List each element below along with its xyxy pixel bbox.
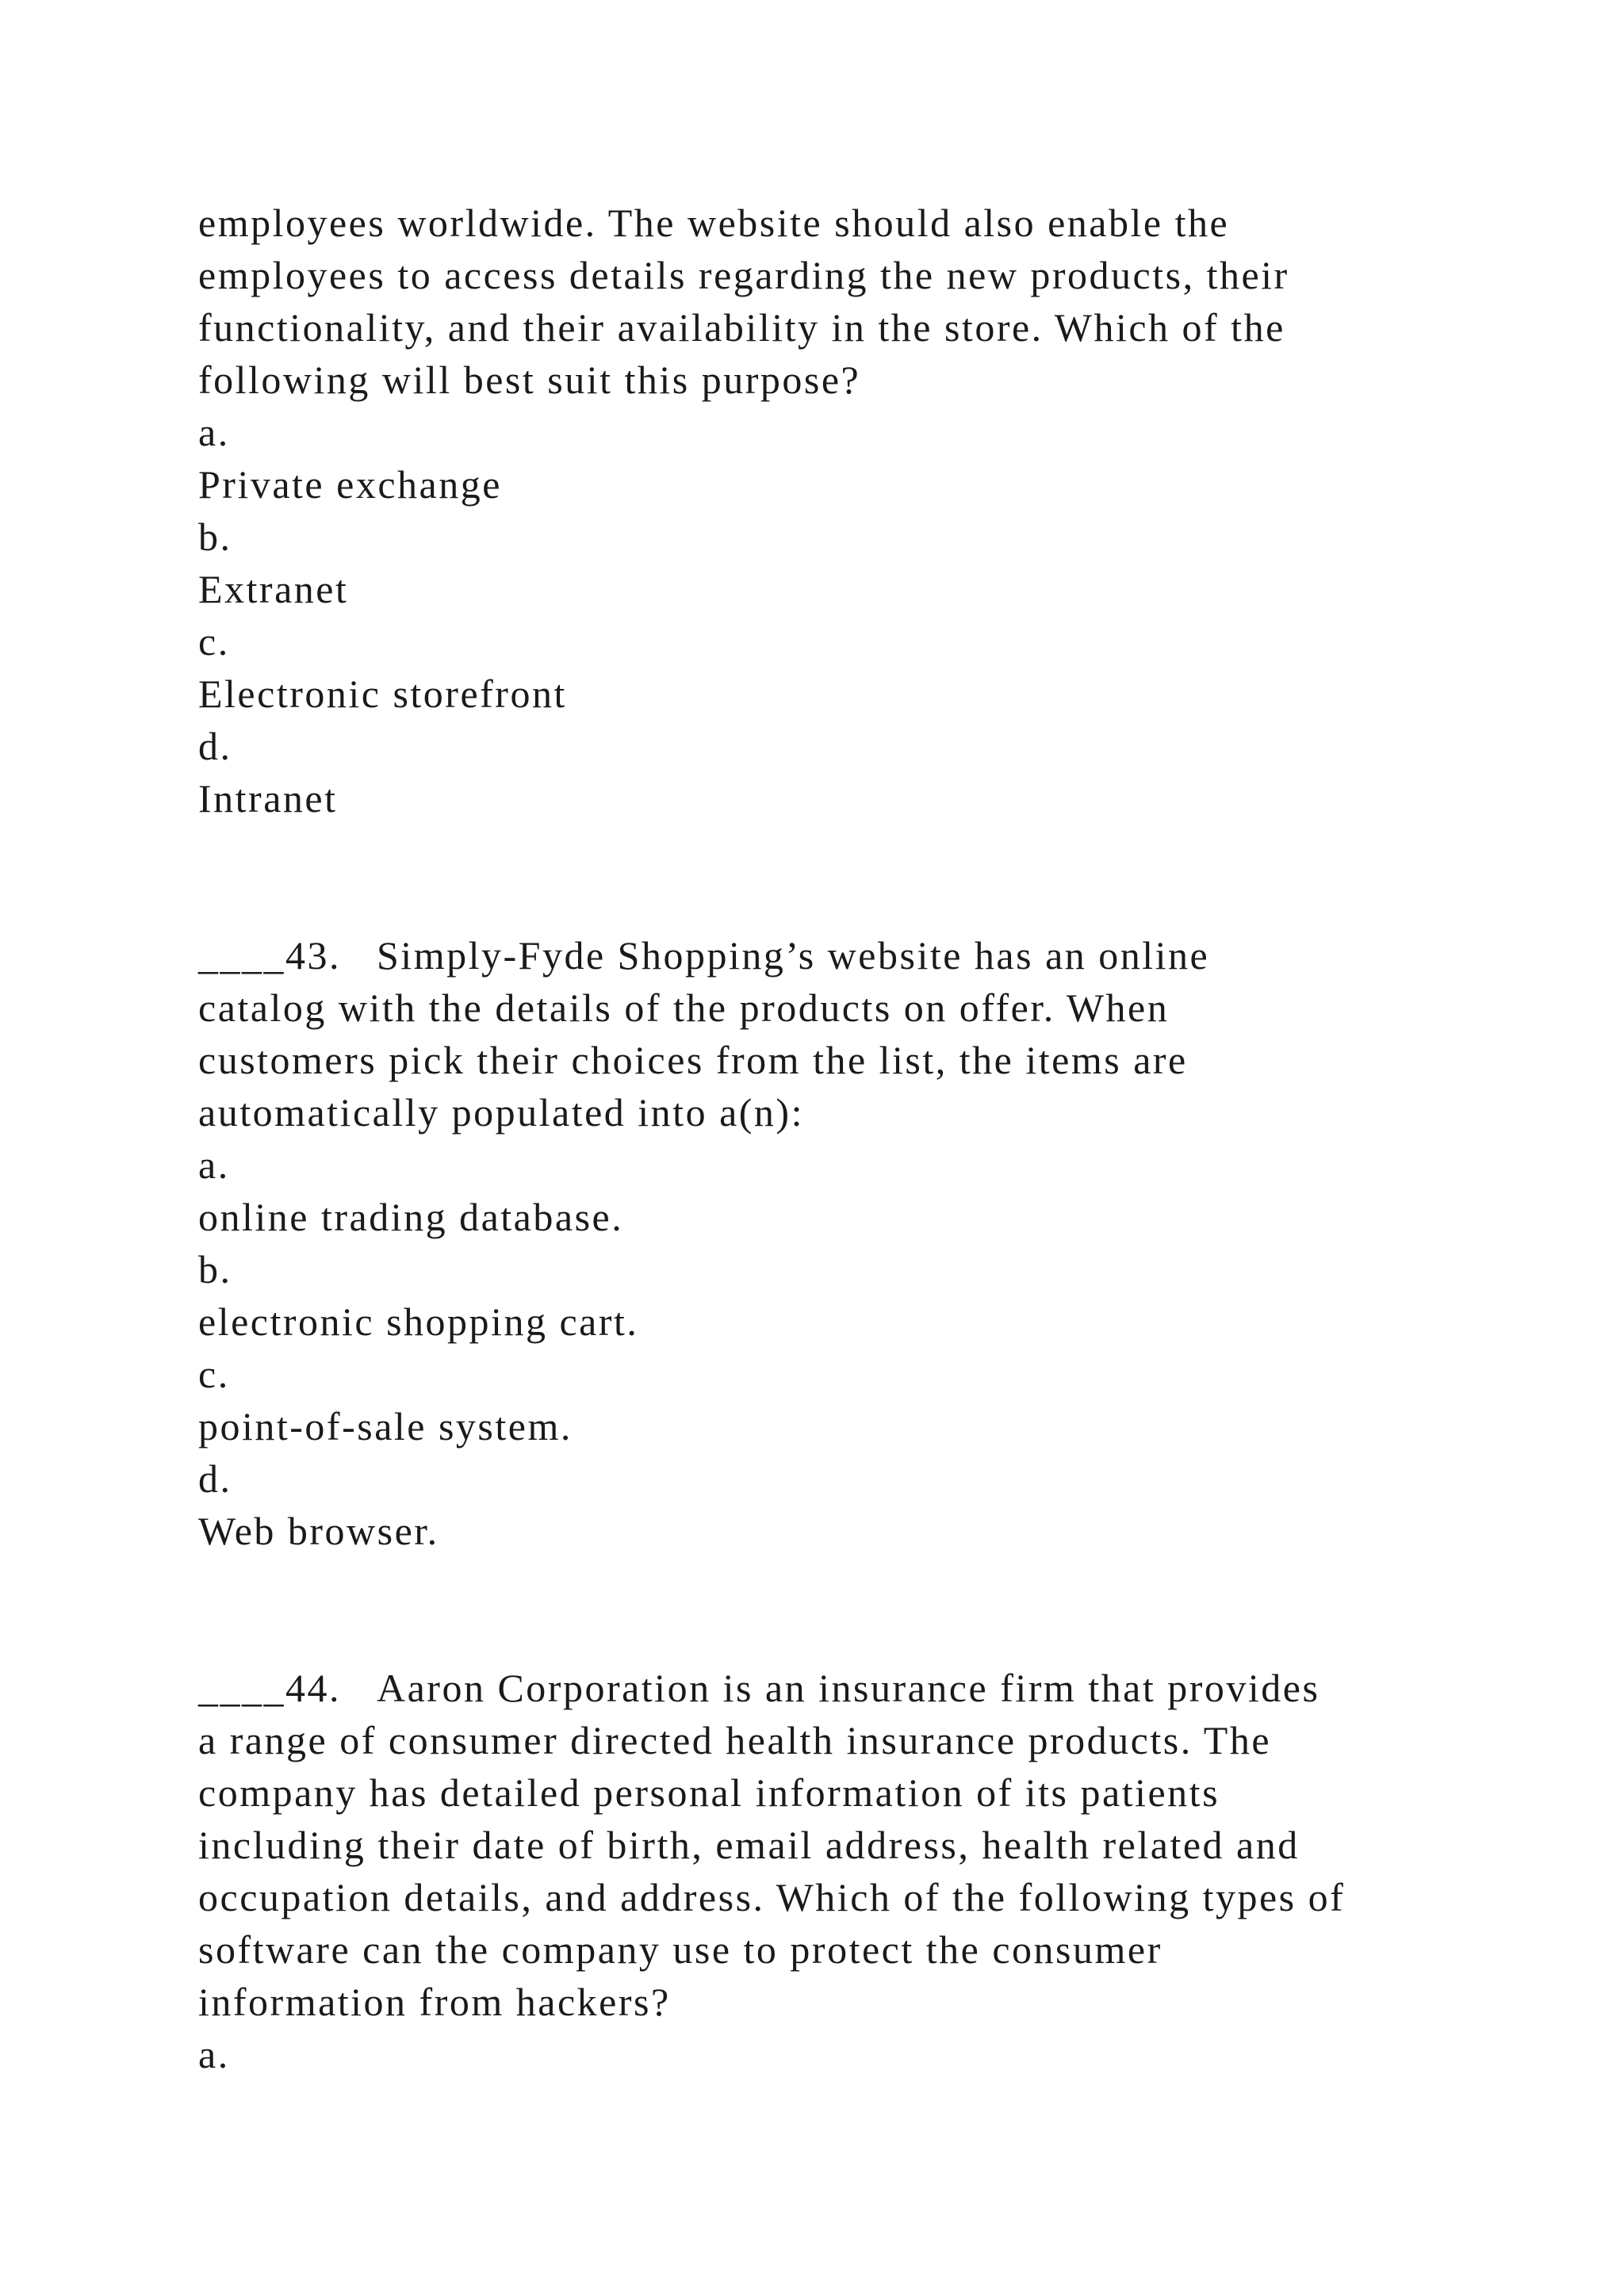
option-text-b: electronic shopping cart. [198,1299,639,1344]
option-text-d: Web browser. [198,1509,439,1553]
option-text-c: point-of-sale system. [198,1404,573,1448]
option-text-c: Electronic storefront [198,672,567,716]
question-stem-line: employees worldwide. The website should also enable the [198,201,1230,245]
question-first-line [198,1662,1467,1714]
question-first-line [198,929,1467,982]
option-letter-c: c. [198,1352,230,1396]
option-text-a: online trading database. [198,1195,624,1239]
question-stem-line: a range of consumer directed health insurance products. The [198,1718,1272,1762]
option-letter-a: a. [198,410,230,454]
option-letter-d: d. [198,1456,232,1501]
option-letter-c: c. [198,619,230,664]
question-number: ____43. [198,933,341,978]
option-text-a: Private exchange [198,462,502,507]
question-stem-line: catalog with the details of the products on offer. When [198,985,1170,1030]
option-letter-a: a. [198,2032,230,2076]
option-text-b: Extranet [198,567,349,611]
question-gap [198,1557,1467,1662]
question-stem-line: customers pick their choices from the list, the items are [198,1038,1188,1082]
option-text-d: Intranet [198,776,338,821]
option-letter-d: d. [198,724,232,768]
option-letter-a: a. [198,1142,230,1187]
question-stem-line: functionality, and their availability in the store. Which of the [198,305,1285,350]
option-letter-b: b. [198,1247,232,1292]
question-gap [198,825,1467,929]
option-letter-b: b. [198,515,232,559]
question-stem-line: following will best suit this purpose? [198,358,861,402]
question-stem-first: Simply-Fyde Shopping’s website has an online [377,933,1210,978]
question-stem-line: company has detailed personal information of its patients [198,1770,1220,1815]
question-44 [198,1662,1467,2080]
question-number: ____44. [198,1666,341,1710]
question-stem-line: occupation details, and address. Which of the following types of [198,1875,1346,1919]
question-stem-line: including their date of birth, email address, health related and [198,1823,1300,1867]
question-stem-line: information from hackers? [198,1980,671,2024]
question-stem-first: Aaron Corporation is an insurance firm that provides [377,1666,1320,1710]
question-stem-line: software can the company use to protect the consumer [198,1927,1162,1972]
question-stem-line: employees to access details regarding the new products, their [198,253,1289,297]
question-43 [198,929,1467,1557]
question-42 [198,197,1467,825]
document-text [198,197,1467,2080]
question-stem-line: automatically populated into a(n): [198,1090,804,1135]
